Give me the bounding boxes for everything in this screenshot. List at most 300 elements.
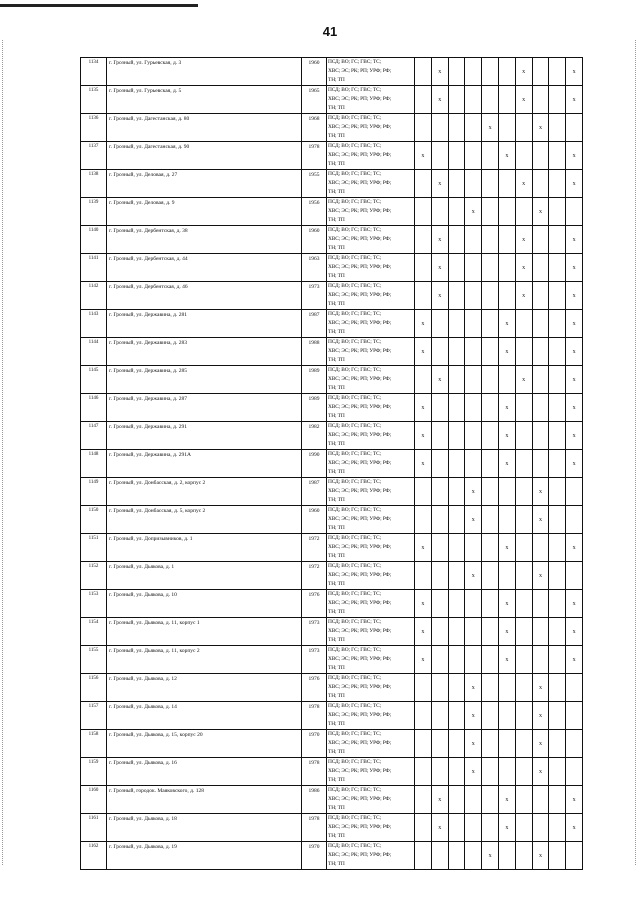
flag-cell [482,170,499,198]
work-types-line: ПСД; ВО; ГС; ГВС; ТС; [328,591,382,597]
flag-cell [482,730,499,758]
flag-cell [482,786,499,814]
flag-cell [482,758,499,786]
flag-cell [465,422,482,450]
flag-cell [549,366,566,394]
flag-cell: x [566,618,583,646]
work-types-line: ПСД; ВО; ГС; ГВС; ТС; [328,535,382,541]
work-types-line: ТН; ТП [328,581,345,587]
work-types-line: ПСД; ВО; ГС; ГВС; ТС; [328,759,382,765]
flag-cell [465,366,482,394]
flag-cell [448,86,465,114]
flag-cell: x [431,170,448,198]
flag-cell: x [465,506,482,534]
address-cell: г. Грозный, ул. Державина, д. 281 [107,310,302,338]
flag-cell [515,506,532,534]
flag-cell: x [566,534,583,562]
work-types-line: ХВС; ЭС; РК; РП; УРФ; РФ; [328,152,392,158]
flag-cell [431,450,448,478]
flag-cell: x [566,814,583,842]
flag-cell: x [465,730,482,758]
row-number: 1145 [81,366,107,394]
work-types-line: ПСД; ВО; ГС; ГВС; ТС; [328,59,382,65]
flag-cell [549,226,566,254]
flag-cell: x [515,254,532,282]
top-rule [0,4,198,7]
flag-cell: x [415,422,432,450]
flag-cell [532,142,549,170]
flag-cell [448,562,465,590]
table-body [81,58,583,870]
work-types-cell [327,758,415,786]
work-types-line: ХВС; ЭС; РК; РП; УРФ; РФ; [328,348,392,354]
work-types-line: ХВС; ЭС; РК; РП; УРФ; РФ; [328,460,392,466]
flag-cell [532,226,549,254]
flag-cell [498,842,515,870]
address-cell: г. Грозный, ул. Дагестанская, д. 90 [107,142,302,170]
flag-cell [482,282,499,310]
flag-cell [431,422,448,450]
work-types-cell [327,422,415,450]
flag-cell [549,394,566,422]
year-cell: 1973 [302,618,327,646]
flag-cell [431,478,448,506]
work-types-line: ХВС; ЭС; РК; РП; УРФ; РФ; [328,208,392,214]
work-types-cell [327,114,415,142]
flag-cell [566,730,583,758]
flag-cell [431,618,448,646]
flag-cell [515,590,532,618]
year-cell: 1956 [302,198,327,226]
flag-cell: x [566,450,583,478]
address-cell: г. Грозный, ул. Державина, д. 291 [107,422,302,450]
flag-cell [498,730,515,758]
year-cell: 1978 [302,702,327,730]
work-types-line: ТН; ТП [328,833,345,839]
flag-cell [549,478,566,506]
flag-cell [498,506,515,534]
work-types-line: ТН; ТП [328,189,345,195]
work-types-line: ПСД; ВО; ГС; ГВС; ТС; [328,507,382,513]
flag-cell [498,366,515,394]
flag-cell [482,534,499,562]
flag-cell [482,702,499,730]
flag-cell [532,814,549,842]
flag-cell [498,674,515,702]
flag-cell [482,506,499,534]
work-types-line: ПСД; ВО; ГС; ГВС; ТС; [328,199,382,205]
row-number: 1159 [81,758,107,786]
row-number: 1142 [81,282,107,310]
flag-cell: x [415,394,432,422]
flag-cell [482,590,499,618]
flag-cell: x [431,254,448,282]
row-number: 1155 [81,646,107,674]
flag-cell [415,86,432,114]
flag-cell: x [515,170,532,198]
table-row [81,422,583,450]
flag-cell: x [415,590,432,618]
flag-cell [415,730,432,758]
year-cell: 1960 [302,58,327,86]
year-cell: 1990 [302,450,327,478]
work-types-line: ТН; ТП [328,805,345,811]
work-types-line: ХВС; ЭС; РК; РП; УРФ; РФ; [328,768,392,774]
table-row [81,478,583,506]
address-cell: г. Грозный, ул. Дьякова, д. 10 [107,590,302,618]
work-types-cell [327,86,415,114]
work-types-line: ПСД; ВО; ГС; ГВС; ТС; [328,395,382,401]
flag-cell [431,590,448,618]
work-types-line: ХВС; ЭС; РК; РП; УРФ; РФ; [328,320,392,326]
flag-cell [532,310,549,338]
year-cell: 1989 [302,366,327,394]
flag-cell [515,562,532,590]
flag-cell [448,282,465,310]
address-cell: г. Грозный, ул. Дербентская, д. 38 [107,226,302,254]
flag-cell [532,338,549,366]
flag-cell [448,142,465,170]
work-types-line: ПСД; ВО; ГС; ГВС; ТС; [328,255,382,261]
work-types-line: ПСД; ВО; ГС; ГВС; ТС; [328,731,382,737]
flag-cell [465,534,482,562]
work-types-line: ПСД; ВО; ГС; ГВС; ТС; [328,451,382,457]
flag-cell [515,198,532,226]
flag-cell [549,506,566,534]
flag-cell [431,758,448,786]
flag-cell [448,730,465,758]
work-types-line: ТН; ТП [328,861,345,867]
work-types-cell [327,58,415,86]
work-types-cell [327,618,415,646]
flag-cell: x [566,58,583,86]
flag-cell [515,394,532,422]
address-cell: г. Грозный, ул. Дьякова, д. 11, корпус 1 [107,618,302,646]
flag-cell: x [498,394,515,422]
flag-cell: x [515,86,532,114]
year-cell: 1972 [302,534,327,562]
flag-cell [482,226,499,254]
table-row [81,338,583,366]
flag-cell [431,562,448,590]
address-cell: г. Грозный, ул. Деловая, д. 27 [107,170,302,198]
flag-cell [549,338,566,366]
flag-cell [549,842,566,870]
year-cell: 1982 [302,422,327,450]
work-types-line: ХВС; ЭС; РК; РП; УРФ; РФ; [328,376,392,382]
flag-cell [465,394,482,422]
flag-cell [515,142,532,170]
flag-cell [498,758,515,786]
work-types-line: ХВС; ЭС; РК; РП; УРФ; РФ; [328,488,392,494]
flag-cell [482,310,499,338]
work-types-line: ТН; ТП [328,133,345,139]
flag-cell: x [566,422,583,450]
table-row [81,618,583,646]
table-row [81,310,583,338]
page-number: 41 [322,24,338,39]
work-types-line: ПСД; ВО; ГС; ГВС; ТС; [328,787,382,793]
flag-cell [515,758,532,786]
flag-cell: x [415,338,432,366]
flag-cell [448,170,465,198]
work-types-line: ПСД; ВО; ГС; ГВС; ТС; [328,675,382,681]
flag-cell [515,534,532,562]
row-number: 1144 [81,338,107,366]
flag-cell: x [415,646,432,674]
work-types-line: ТН; ТП [328,161,345,167]
year-cell: 1955 [302,170,327,198]
work-types-cell [327,142,415,170]
flag-cell: x [498,450,515,478]
work-types-line: ТН; ТП [328,665,345,671]
flag-cell: x [465,758,482,786]
flag-cell: x [431,58,448,86]
work-types-cell [327,534,415,562]
flag-cell [448,590,465,618]
flag-cell [482,674,499,702]
work-types-line: ХВС; ЭС; РК; РП; УРФ; РФ; [328,544,392,550]
work-types-line: ПСД; ВО; ГС; ГВС; ТС; [328,87,382,93]
work-types-line: ПСД; ВО; ГС; ГВС; ТС; [328,563,382,569]
row-number: 1152 [81,562,107,590]
address-cell: г. Грозный, ул. Деловая, д. 9 [107,198,302,226]
work-types-cell [327,730,415,758]
row-number: 1158 [81,730,107,758]
flag-cell: x [515,226,532,254]
table-row [81,590,583,618]
flag-cell [448,786,465,814]
address-cell: г. Грозный, ул. Дербентская, д. 46 [107,282,302,310]
flag-cell: x [431,814,448,842]
work-types-line: ХВС; ЭС; РК; РП; УРФ; РФ; [328,740,392,746]
year-cell: 1978 [302,758,327,786]
flag-cell [549,786,566,814]
flag-cell [515,786,532,814]
flag-cell [498,254,515,282]
work-types-line: ТН; ТП [328,385,345,391]
address-cell: г. Грозный, городок. Маяковского, д. 128 [107,786,302,814]
row-number: 1157 [81,702,107,730]
flag-cell: x [498,534,515,562]
table-row [81,758,583,786]
work-types-line: ХВС; ЭС; РК; РП; УРФ; РФ; [328,236,392,242]
table-row [81,142,583,170]
address-cell: г. Грозный, ул. Дагестанская, д. 80 [107,114,302,142]
flag-cell [448,450,465,478]
work-types-line: ХВС; ЭС; РК; РП; УРФ; РФ; [328,404,392,410]
flag-cell [515,338,532,366]
row-number: 1160 [81,786,107,814]
row-number: 1154 [81,618,107,646]
flag-cell: x [566,170,583,198]
work-types-cell [327,786,415,814]
work-types-line: ТН; ТП [328,637,345,643]
flag-cell [465,282,482,310]
flag-cell: x [465,198,482,226]
flag-cell: x [515,366,532,394]
flag-cell: x [532,198,549,226]
work-types-line: ПСД; ВО; ГС; ГВС; ТС; [328,647,382,653]
flag-cell [482,394,499,422]
flag-cell [448,506,465,534]
flag-cell [482,814,499,842]
flag-cell: x [431,366,448,394]
flag-cell: x [498,310,515,338]
flag-cell [431,702,448,730]
row-number: 1138 [81,170,107,198]
flag-cell: x [566,590,583,618]
flag-cell [532,170,549,198]
flag-cell [415,254,432,282]
work-types-line: ХВС; ЭС; РК; РП; УРФ; РФ; [328,600,392,606]
work-types-line: ТН; ТП [328,217,345,223]
flag-cell: x [482,114,499,142]
flag-cell [482,142,499,170]
address-cell: г. Грозный, ул. Допризывников, д. 1 [107,534,302,562]
year-cell: 1976 [302,590,327,618]
work-types-cell [327,646,415,674]
year-cell: 1970 [302,730,327,758]
year-cell: 1965 [302,86,327,114]
flag-cell [532,450,549,478]
flag-cell: x [482,842,499,870]
flag-cell: x [566,142,583,170]
flag-cell [465,618,482,646]
flag-cell [448,338,465,366]
flag-cell [465,590,482,618]
flag-cell [532,646,549,674]
work-types-cell [327,254,415,282]
work-types-line: ХВС; ЭС; РК; РП; УРФ; РФ; [328,572,392,578]
work-types-line: ХВС; ЭС; РК; РП; УРФ; РФ; [328,292,392,298]
address-cell: г. Грозный, ул. Дьякова, д. 14 [107,702,302,730]
address-cell: г. Грозный, ул. Дьякова, д. 16 [107,758,302,786]
row-number: 1149 [81,478,107,506]
flag-cell [566,702,583,730]
flag-cell [532,394,549,422]
year-cell: 1960 [302,226,327,254]
address-cell: г. Грозный, ул. Державина, д. 285 [107,366,302,394]
work-types-line: ТН; ТП [328,469,345,475]
flag-cell [448,646,465,674]
flag-cell [532,422,549,450]
flag-cell: x [566,254,583,282]
work-types-line: ТН; ТП [328,245,345,251]
work-types-cell [327,674,415,702]
row-number: 1153 [81,590,107,618]
flag-cell: x [532,730,549,758]
flag-cell [448,758,465,786]
work-types-line: ПСД; ВО; ГС; ГВС; ТС; [328,143,382,149]
flag-cell [498,702,515,730]
work-types-line: ТН; ТП [328,105,345,111]
flag-cell [465,142,482,170]
work-types-line: ТН; ТП [328,553,345,559]
table-row [81,842,583,870]
flag-cell [465,86,482,114]
flag-cell [415,758,432,786]
flag-cell [415,786,432,814]
flag-cell [532,86,549,114]
row-number: 1146 [81,394,107,422]
row-number: 1151 [81,534,107,562]
flag-cell [431,142,448,170]
work-types-line: ПСД; ВО; ГС; ГВС; ТС; [328,311,382,317]
flag-cell: x [566,226,583,254]
flag-cell: x [415,618,432,646]
table-row [81,786,583,814]
work-types-line: ПСД; ВО; ГС; ГВС; ТС; [328,479,382,485]
work-types-cell [327,702,415,730]
work-types-line: ПСД; ВО; ГС; ГВС; ТС; [328,843,382,849]
flag-cell [465,170,482,198]
work-types-line: ХВС; ЭС; РК; РП; УРФ; РФ; [328,852,392,858]
flag-cell [431,646,448,674]
flag-cell [448,534,465,562]
flag-cell [498,478,515,506]
flag-cell: x [566,338,583,366]
flag-cell [431,506,448,534]
table-row [81,674,583,702]
flag-cell [498,562,515,590]
flag-cell [448,310,465,338]
work-types-line: ХВС; ЭС; РК; РП; УРФ; РФ; [328,656,392,662]
year-cell: 1988 [302,338,327,366]
flag-cell [431,730,448,758]
work-types-line: ПСД; ВО; ГС; ГВС; ТС; [328,619,382,625]
row-number: 1147 [81,422,107,450]
work-types-line: ХВС; ЭС; РК; РП; УРФ; РФ; [328,124,392,130]
work-types-line: ПСД; ВО; ГС; ГВС; ТС; [328,227,382,233]
year-cell: 1976 [302,674,327,702]
flag-cell [465,338,482,366]
flag-cell [448,814,465,842]
year-cell: 1963 [302,254,327,282]
flag-cell [549,198,566,226]
flag-cell [515,478,532,506]
flag-cell [549,282,566,310]
flag-cell [532,618,549,646]
row-number: 1137 [81,142,107,170]
flag-cell: x [532,674,549,702]
work-types-line: ТН; ТП [328,777,345,783]
work-types-line: ХВС; ЭС; РК; РП; УРФ; РФ; [328,824,392,830]
address-cell: г. Грозный, ул. Дьякова, д. 19 [107,842,302,870]
work-types-line: ПСД; ВО; ГС; ГВС; ТС; [328,703,382,709]
flag-cell [465,646,482,674]
flag-cell: x [532,702,549,730]
work-types-line: ПСД; ВО; ГС; ГВС; ТС; [328,367,382,373]
flag-cell [415,702,432,730]
flag-cell [515,450,532,478]
address-cell: г. Грозный, ул. Державина, д. 291А [107,450,302,478]
work-types-line: ТН; ТП [328,357,345,363]
flag-cell [482,198,499,226]
row-number: 1135 [81,86,107,114]
year-cell: 1987 [302,310,327,338]
flag-cell: x [498,422,515,450]
table-row [81,86,583,114]
flag-cell [482,58,499,86]
flag-cell [448,422,465,450]
flag-cell [482,562,499,590]
flag-cell [566,674,583,702]
work-types-line: ТН; ТП [328,273,345,279]
flag-cell [448,114,465,142]
flag-cell [415,814,432,842]
flag-cell [482,86,499,114]
